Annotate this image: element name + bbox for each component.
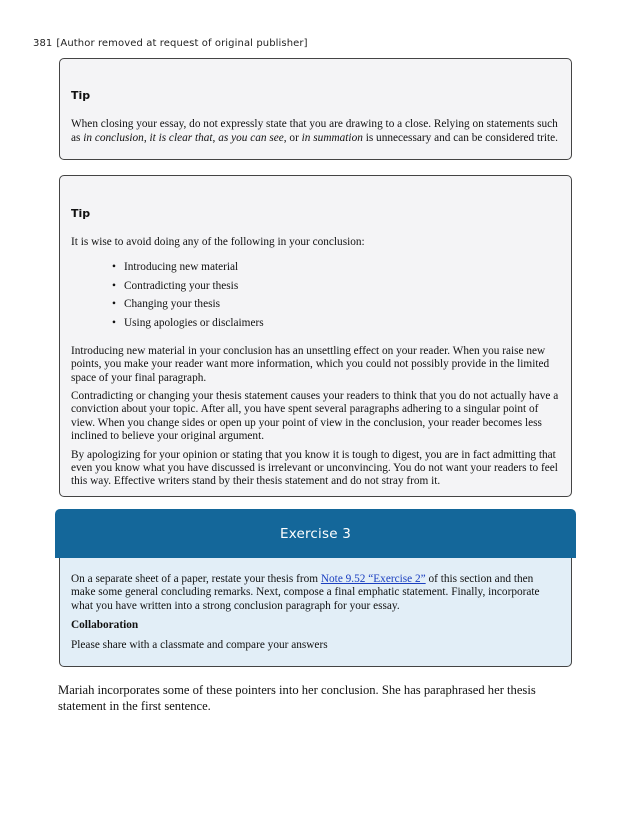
list-item: • Contradicting your thesis [112, 279, 563, 298]
tip-box-closing [59, 58, 572, 160]
tip-paragraph: Introducing new material in your conclusion has an unsettling effect on your reader. When you raise new points, you make your reader want more information, which you could not possibly provide in the limited space of your final paragraph. [71, 344, 550, 384]
avoid-list [112, 260, 563, 335]
closing-paragraph: Mariah incorporates some of these pointers into her conclusion. She has paraphrased her thesis statement in the first sentence. [58, 683, 536, 713]
exercise-2-link[interactable]: Note 9.52 “Exercise 2” [320, 573, 426, 585]
tip-content [71, 235, 563, 494]
list-item: • Introducing new material [112, 260, 563, 279]
collaboration-heading: Collaboration [71, 619, 139, 632]
running-head [33, 38, 308, 49]
tip-heading: Tip [71, 89, 91, 102]
exercise-instructions: On a separate sheet of a paper, restate your thesis from Note 9.52 “Exercise 2” of this section and then make some general concluding remarks. Next, compose a final emphatic statement. Finally, incorporate what you have written into a strong conclusion paragraph for your essay. [71, 573, 540, 612]
exercise-title: Exercise 3 [55, 509, 576, 558]
exercise-box [55, 509, 576, 667]
collaboration-text: Please share with a classmate and compare your answers [71, 638, 328, 651]
list-item: • Using apologies or disclaimers [112, 316, 563, 335]
running-head-text: [Author removed at request of original publisher] [56, 38, 308, 49]
tip-heading: Tip [71, 207, 91, 220]
tip-intro: It is wise to avoid doing any of the following in your conclusion: [71, 236, 365, 248]
exercise-body [59, 558, 572, 667]
list-item: • Changing your thesis [112, 297, 563, 316]
tip-box-avoid [59, 175, 572, 497]
page-number: 381 [33, 38, 53, 49]
tip-body: When closing your essay, do not expressly state that you are drawing to a close. Relying on statements such as in conclusion, it is clear that, as you can see, or in summation is unnecessary and can be considered trite. [71, 118, 558, 144]
tip-paragraph: Contradicting or changing your thesis statement causes your readers to think that you do not actually have a conviction about your topic. After all, you have spent several paragraphs adhering to a singular point of view. When you change sides or open up your point of view in the conclusion, your reader becomes less inclined to believe your original argument. [71, 389, 559, 443]
tip-paragraph: By apologizing for your opinion or stating that you know it is tough to digest, you are in fact admitting that even you know what you have discussed is irrelevant or unconvincing. You do not want your readers to feel this way. Effective writers stand by their thesis statement and do not stray from it. [71, 448, 558, 488]
